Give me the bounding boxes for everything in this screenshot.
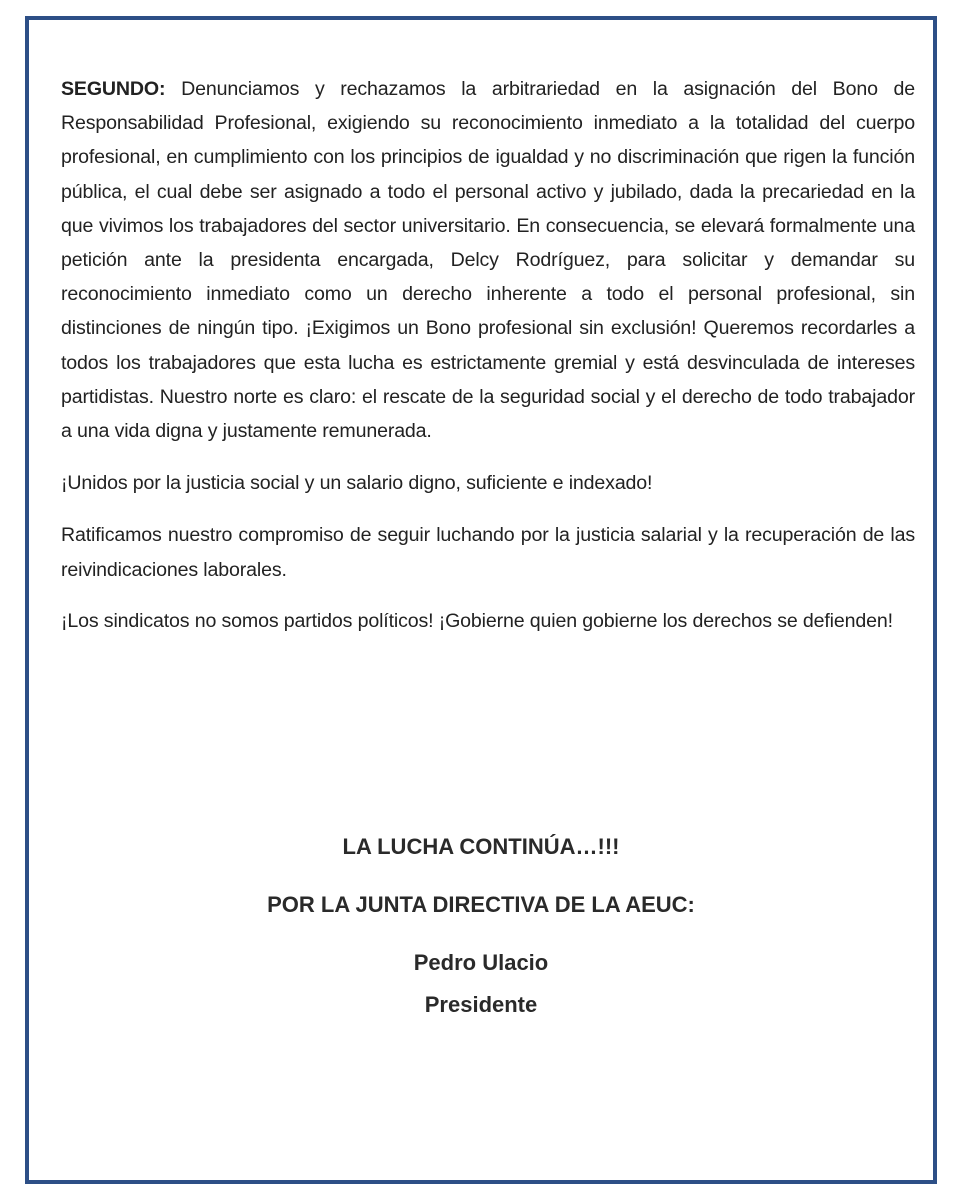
document-body [61, 72, 915, 638]
document-frame [25, 16, 937, 1184]
paragraph-segundo [61, 72, 915, 448]
paragraph-unidos: ¡Unidos por la justicia social y un salario digno, suficiente e indexado! [61, 472, 653, 495]
closing-board: POR LA JUNTA DIRECTIVA DE LA AEUC: [267, 892, 695, 917]
paragraph-lead: SEGUNDO: [61, 78, 166, 100]
paragraph-ratificamos: Ratificamos nuestro compromiso de seguir luchando por la justicia salarial y la recuperación de las reivindicaciones laborales. [61, 524, 915, 581]
paragraph-segundo-text: Denunciamos y rechazamos la arbitrariedad en la asignación del Bono de Responsabilidad Profesional, exigiendo su reconocimiento inmediato a la totalidad del cuerpo profesional, en cumplimiento con los principios de igualdad y no discriminación que rigen la función pública, el cual debe ser asignado a todo el personal activo y jubilado, dada la precariedad en la que vivimos los trabajadores del sector universitario. En consecuencia, se elevará formalmente una petición ante la presidenta encargada, Delcy Rodríguez, para solicitar y demandar su reconocimiento inmediato como un derecho inherente a todo el personal profesional, sin distinciones de ningún tipo. ¡Exigimos un Bono profesional sin exclusión! Queremos recordarles a todos los trabajadores que esta lucha es estrictamente gremial y está desvinculada de intereses partidistas. Nuestro norte es claro: el rescate de la seguridad social y el derecho de todo trabajador a una vida digna y justamente remunerada. [61, 78, 916, 443]
signer-title: Presidente [424, 992, 538, 1017]
signer-name: Pedro Ulacio [413, 950, 549, 975]
paragraph-sindicatos: ¡Los sindicatos no somos partidos políticos! ¡Gobierne quien gobierne los derechos se defienden! [61, 609, 893, 632]
closing-slogan: LA LUCHA CONTINÚA…!!! [342, 834, 620, 859]
